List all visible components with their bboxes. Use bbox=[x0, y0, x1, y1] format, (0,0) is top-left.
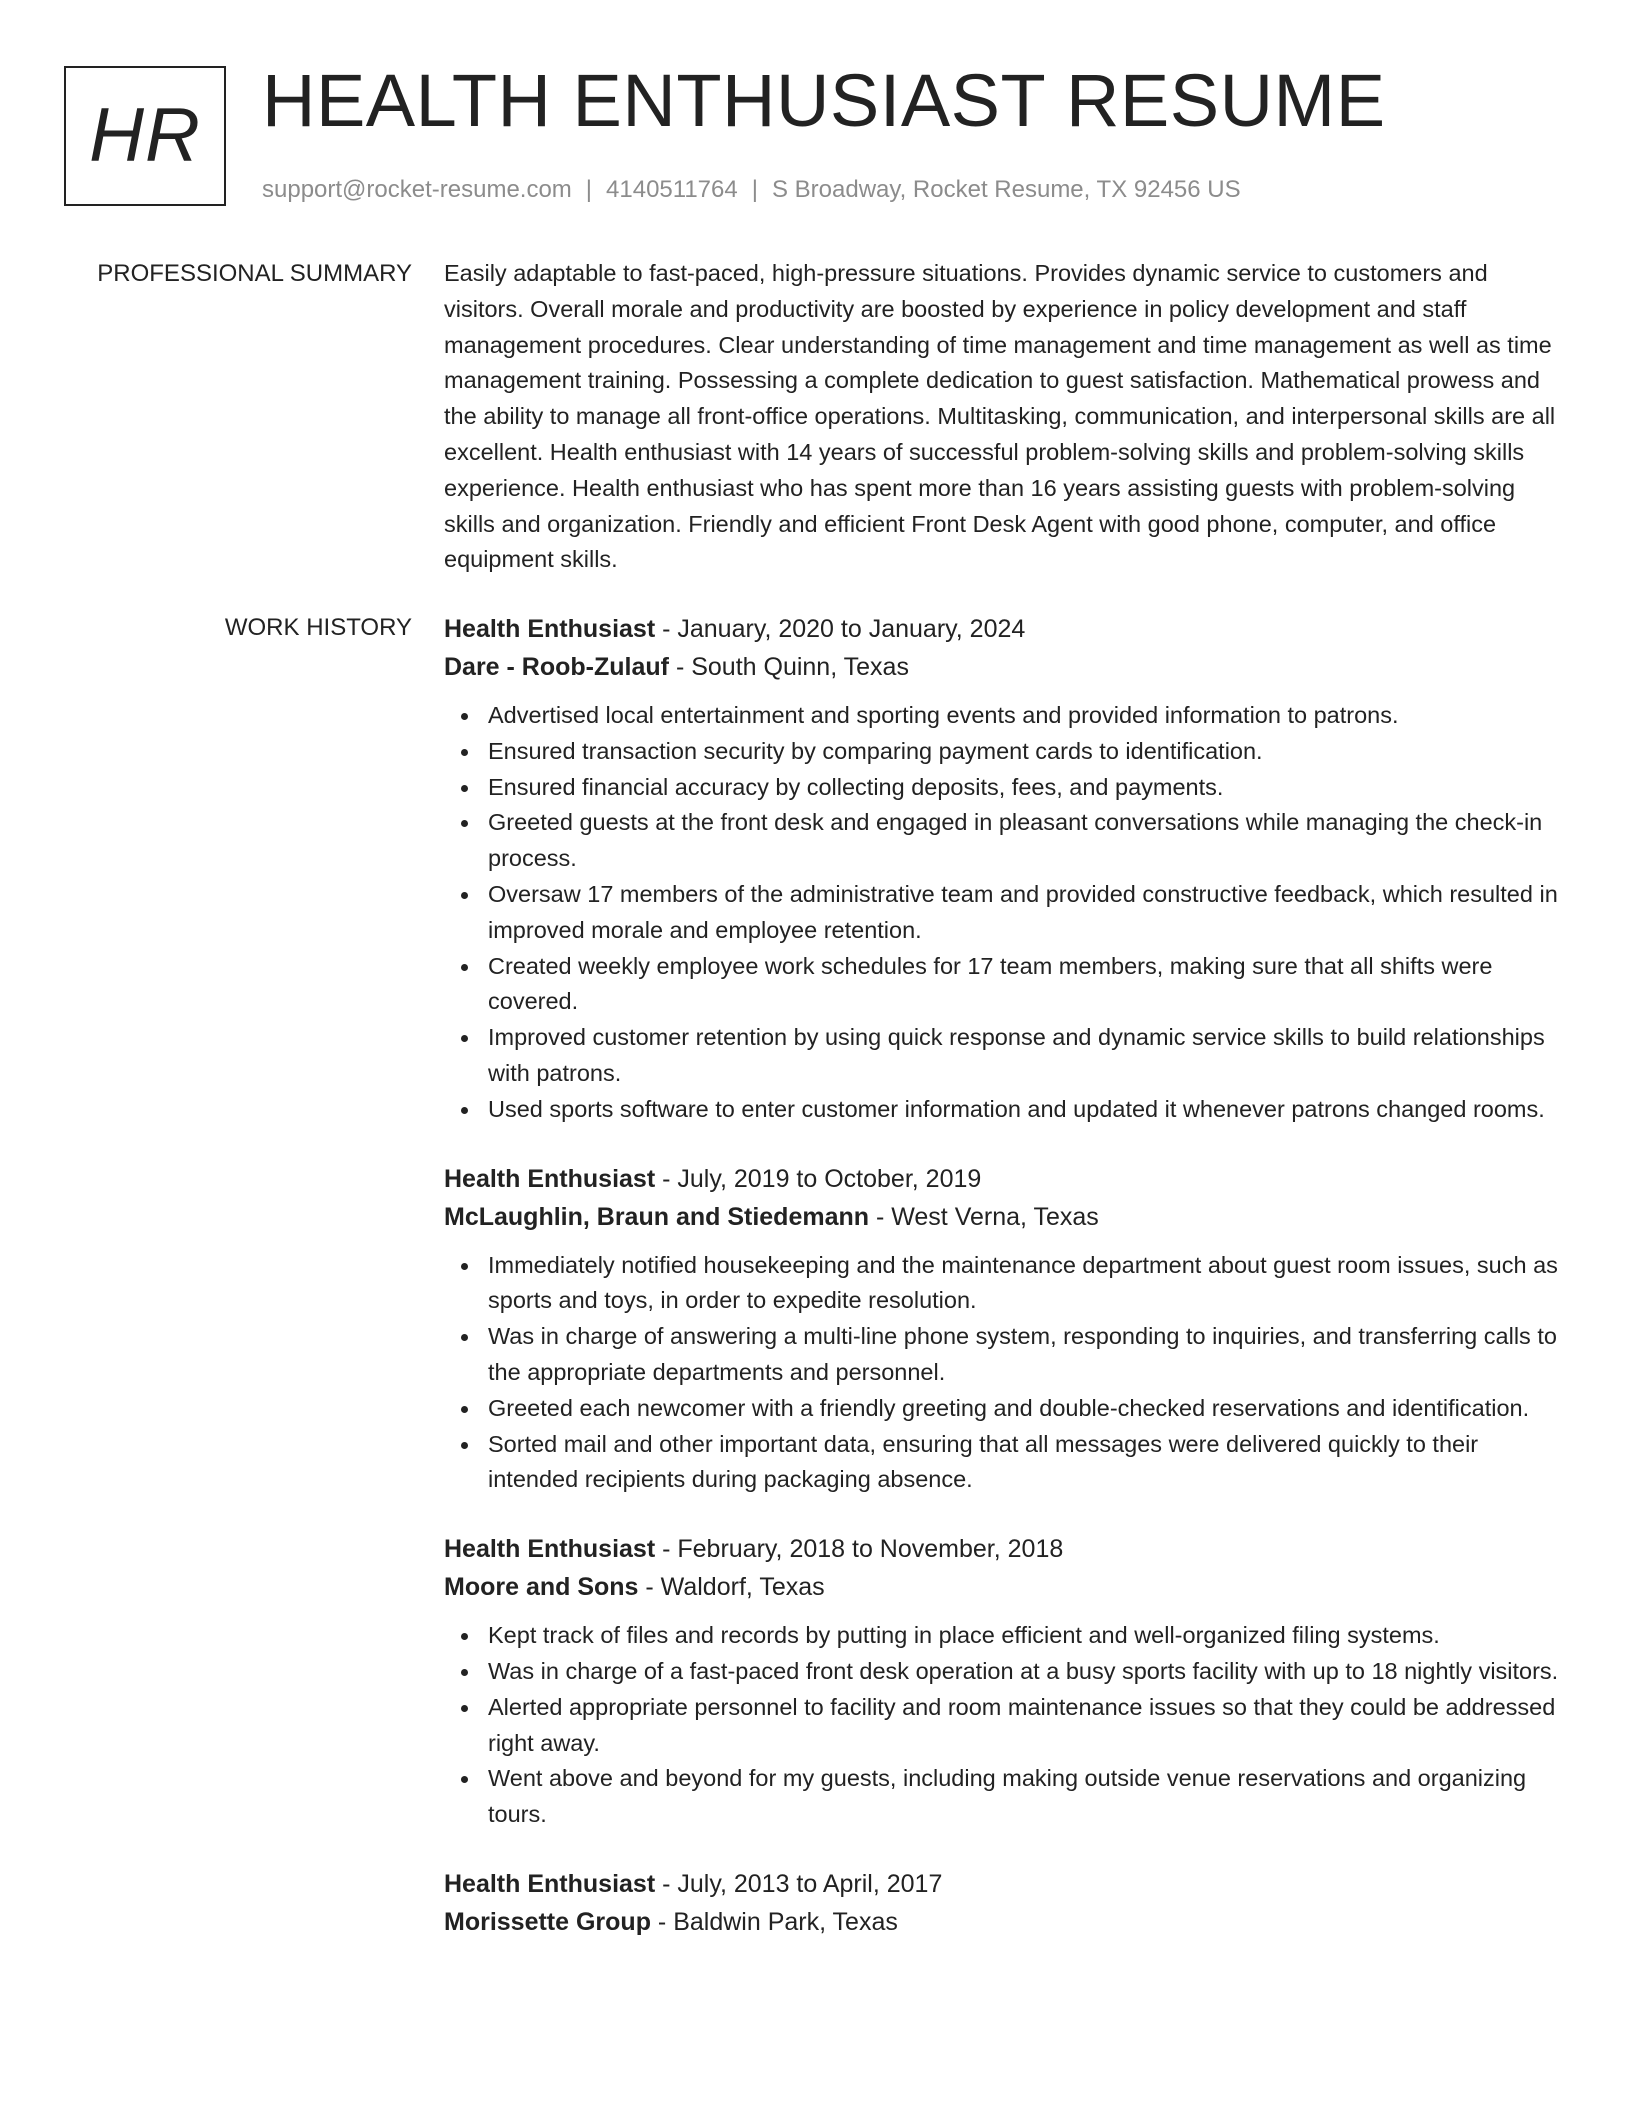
monogram-initials: HR bbox=[89, 93, 201, 178]
section-heading-work-history: WORK HISTORY bbox=[224, 614, 412, 641]
job-entry bbox=[444, 1865, 1560, 1941]
job-bullet-list bbox=[444, 1248, 1560, 1499]
job-company-line bbox=[444, 1198, 1560, 1236]
job-company: Morissette Group bbox=[444, 1907, 651, 1936]
job-bullet-item: Created weekly employee work schedules for 17 team members, making sure that all shifts were covered. bbox=[488, 949, 1560, 1021]
contact-address: S Broadway, Rocket Resume, TX 92456 US bbox=[771, 176, 1241, 203]
job-title-line bbox=[444, 1530, 1560, 1568]
job-bullet-item: Was in charge of a fast-paced front desk operation at a busy sports facility with up to 18 nightly visitors. bbox=[488, 1654, 1560, 1690]
job-location: - South Quinn, Texas bbox=[669, 653, 909, 681]
contact-separator: | bbox=[751, 176, 758, 203]
job-bullet-item: Kept track of files and records by putting in place efficient and well-organized filing systems. bbox=[488, 1618, 1560, 1654]
job-title: Health Enthusiast bbox=[444, 1535, 656, 1564]
job-dates: - February, 2018 to November, 2018 bbox=[655, 1535, 1064, 1564]
job-company-line bbox=[444, 1903, 1560, 1941]
job-bullet-item: Immediately notified housekeeping and the maintenance department about guest room issues, such as sports and toys, in order to expedite resolution. bbox=[488, 1248, 1560, 1320]
job-bullet-item: Oversaw 17 members of the administrative team and provided constructive feedback, which resulted in improved morale and employee retention. bbox=[488, 877, 1560, 949]
job-title: Health Enthusiast bbox=[444, 615, 656, 643]
job-title-line bbox=[444, 610, 1560, 648]
job-bullet-list bbox=[444, 698, 1560, 1128]
job-bullet-item: Alerted appropriate personnel to facility and room maintenance issues so that they could be addressed right away. bbox=[488, 1690, 1560, 1762]
job-bullet-item: Ensured transaction security by comparing payment cards to identification. bbox=[488, 734, 1560, 770]
contact-line bbox=[262, 172, 1241, 208]
job-location: - Waldorf, Texas bbox=[638, 1573, 825, 1602]
job-company: Moore and Sons bbox=[444, 1573, 639, 1602]
job-dates: - January, 2020 to January, 2024 bbox=[655, 615, 1026, 643]
job-bullet-item: Advertised local entertainment and sporting events and provided information to patrons. bbox=[488, 698, 1560, 734]
summary-text: Easily adaptable to fast-paced, high-pressure situations. Provides dynamic service to customers and visitors. Overall morale and productivity are boosted by experience in policy development and staff management procedures. Clear understanding of time management and time management as well as time management training. Possessing a complete dedication to guest satisfaction. Mathematical prowess and the ability to manage all front-office operations. Multitasking, communication, and interpersonal skills are all excellent. Health enthusiast with 14 years of successful problem-solving skills and problem-solving skills experience. Health enthusiast who has spent more than 16 years assisting guests with problem-solving skills and organization. Friendly and efficient Front Desk Agent with good phone, computer, and office equipment skills. bbox=[444, 260, 1556, 573]
job-entry bbox=[444, 1160, 1560, 1499]
contact-phone[interactable]: 4140511764 bbox=[606, 176, 738, 203]
job-bullet-item: Used sports software to enter customer information and updated it whenever patrons changed rooms. bbox=[488, 1092, 1560, 1128]
job-dates: - July, 2013 to April, 2017 bbox=[655, 1869, 943, 1898]
job-company-line bbox=[444, 648, 1560, 686]
work-history-list bbox=[444, 610, 1560, 1973]
job-company: Dare - Roob-Zulauf bbox=[444, 653, 669, 681]
job-entry bbox=[444, 610, 1560, 1128]
job-location: - Baldwin Park, Texas bbox=[650, 1907, 898, 1936]
job-entry bbox=[444, 1530, 1560, 1833]
job-title: Health Enthusiast bbox=[444, 1869, 656, 1898]
contact-email[interactable]: support@rocket-resume.com bbox=[262, 176, 572, 203]
job-title: Health Enthusiast bbox=[444, 1164, 656, 1193]
job-bullet-item: Sorted mail and other important data, ensuring that all messages were delivered quickly to their intended recipients during packaging absence. bbox=[488, 1427, 1560, 1499]
job-title-line bbox=[444, 1865, 1560, 1903]
job-bullet-item: Ensured financial accuracy by collecting deposits, fees, and payments. bbox=[488, 770, 1560, 806]
section-heading-summary: PROFESSIONAL SUMMARY bbox=[97, 260, 412, 287]
job-bullet-item: Greeted guests at the front desk and engaged in pleasant conversations while managing the check-in process. bbox=[488, 805, 1560, 877]
job-bullet-item: Went above and beyond for my guests, including making outside venue reservations and organizing tours. bbox=[488, 1761, 1560, 1833]
job-bullet-item: Improved customer retention by using quick response and dynamic service skills to build relationships with patrons. bbox=[488, 1020, 1560, 1092]
monogram-badge bbox=[64, 66, 226, 206]
job-company-line bbox=[444, 1568, 1560, 1606]
job-bullet-item: Was in charge of answering a multi-line phone system, responding to inquiries, and transferring calls to the appropriate departments and personnel. bbox=[488, 1319, 1560, 1391]
job-bullet-list bbox=[444, 1618, 1560, 1833]
job-location: - West Verna, Texas bbox=[869, 1202, 1099, 1231]
job-bullet-item: Greeted each newcomer with a friendly greeting and double-checked reservations and identification. bbox=[488, 1391, 1560, 1427]
job-company: McLaughlin, Braun and Stiedemann bbox=[444, 1202, 870, 1231]
job-title-line bbox=[444, 1160, 1560, 1198]
contact-separator: | bbox=[585, 176, 593, 203]
summary-body bbox=[444, 256, 1560, 578]
job-dates: - July, 2019 to October, 2019 bbox=[655, 1164, 982, 1193]
resume-title: HEALTH ENTHUSIAST RESUME bbox=[262, 59, 1386, 142]
